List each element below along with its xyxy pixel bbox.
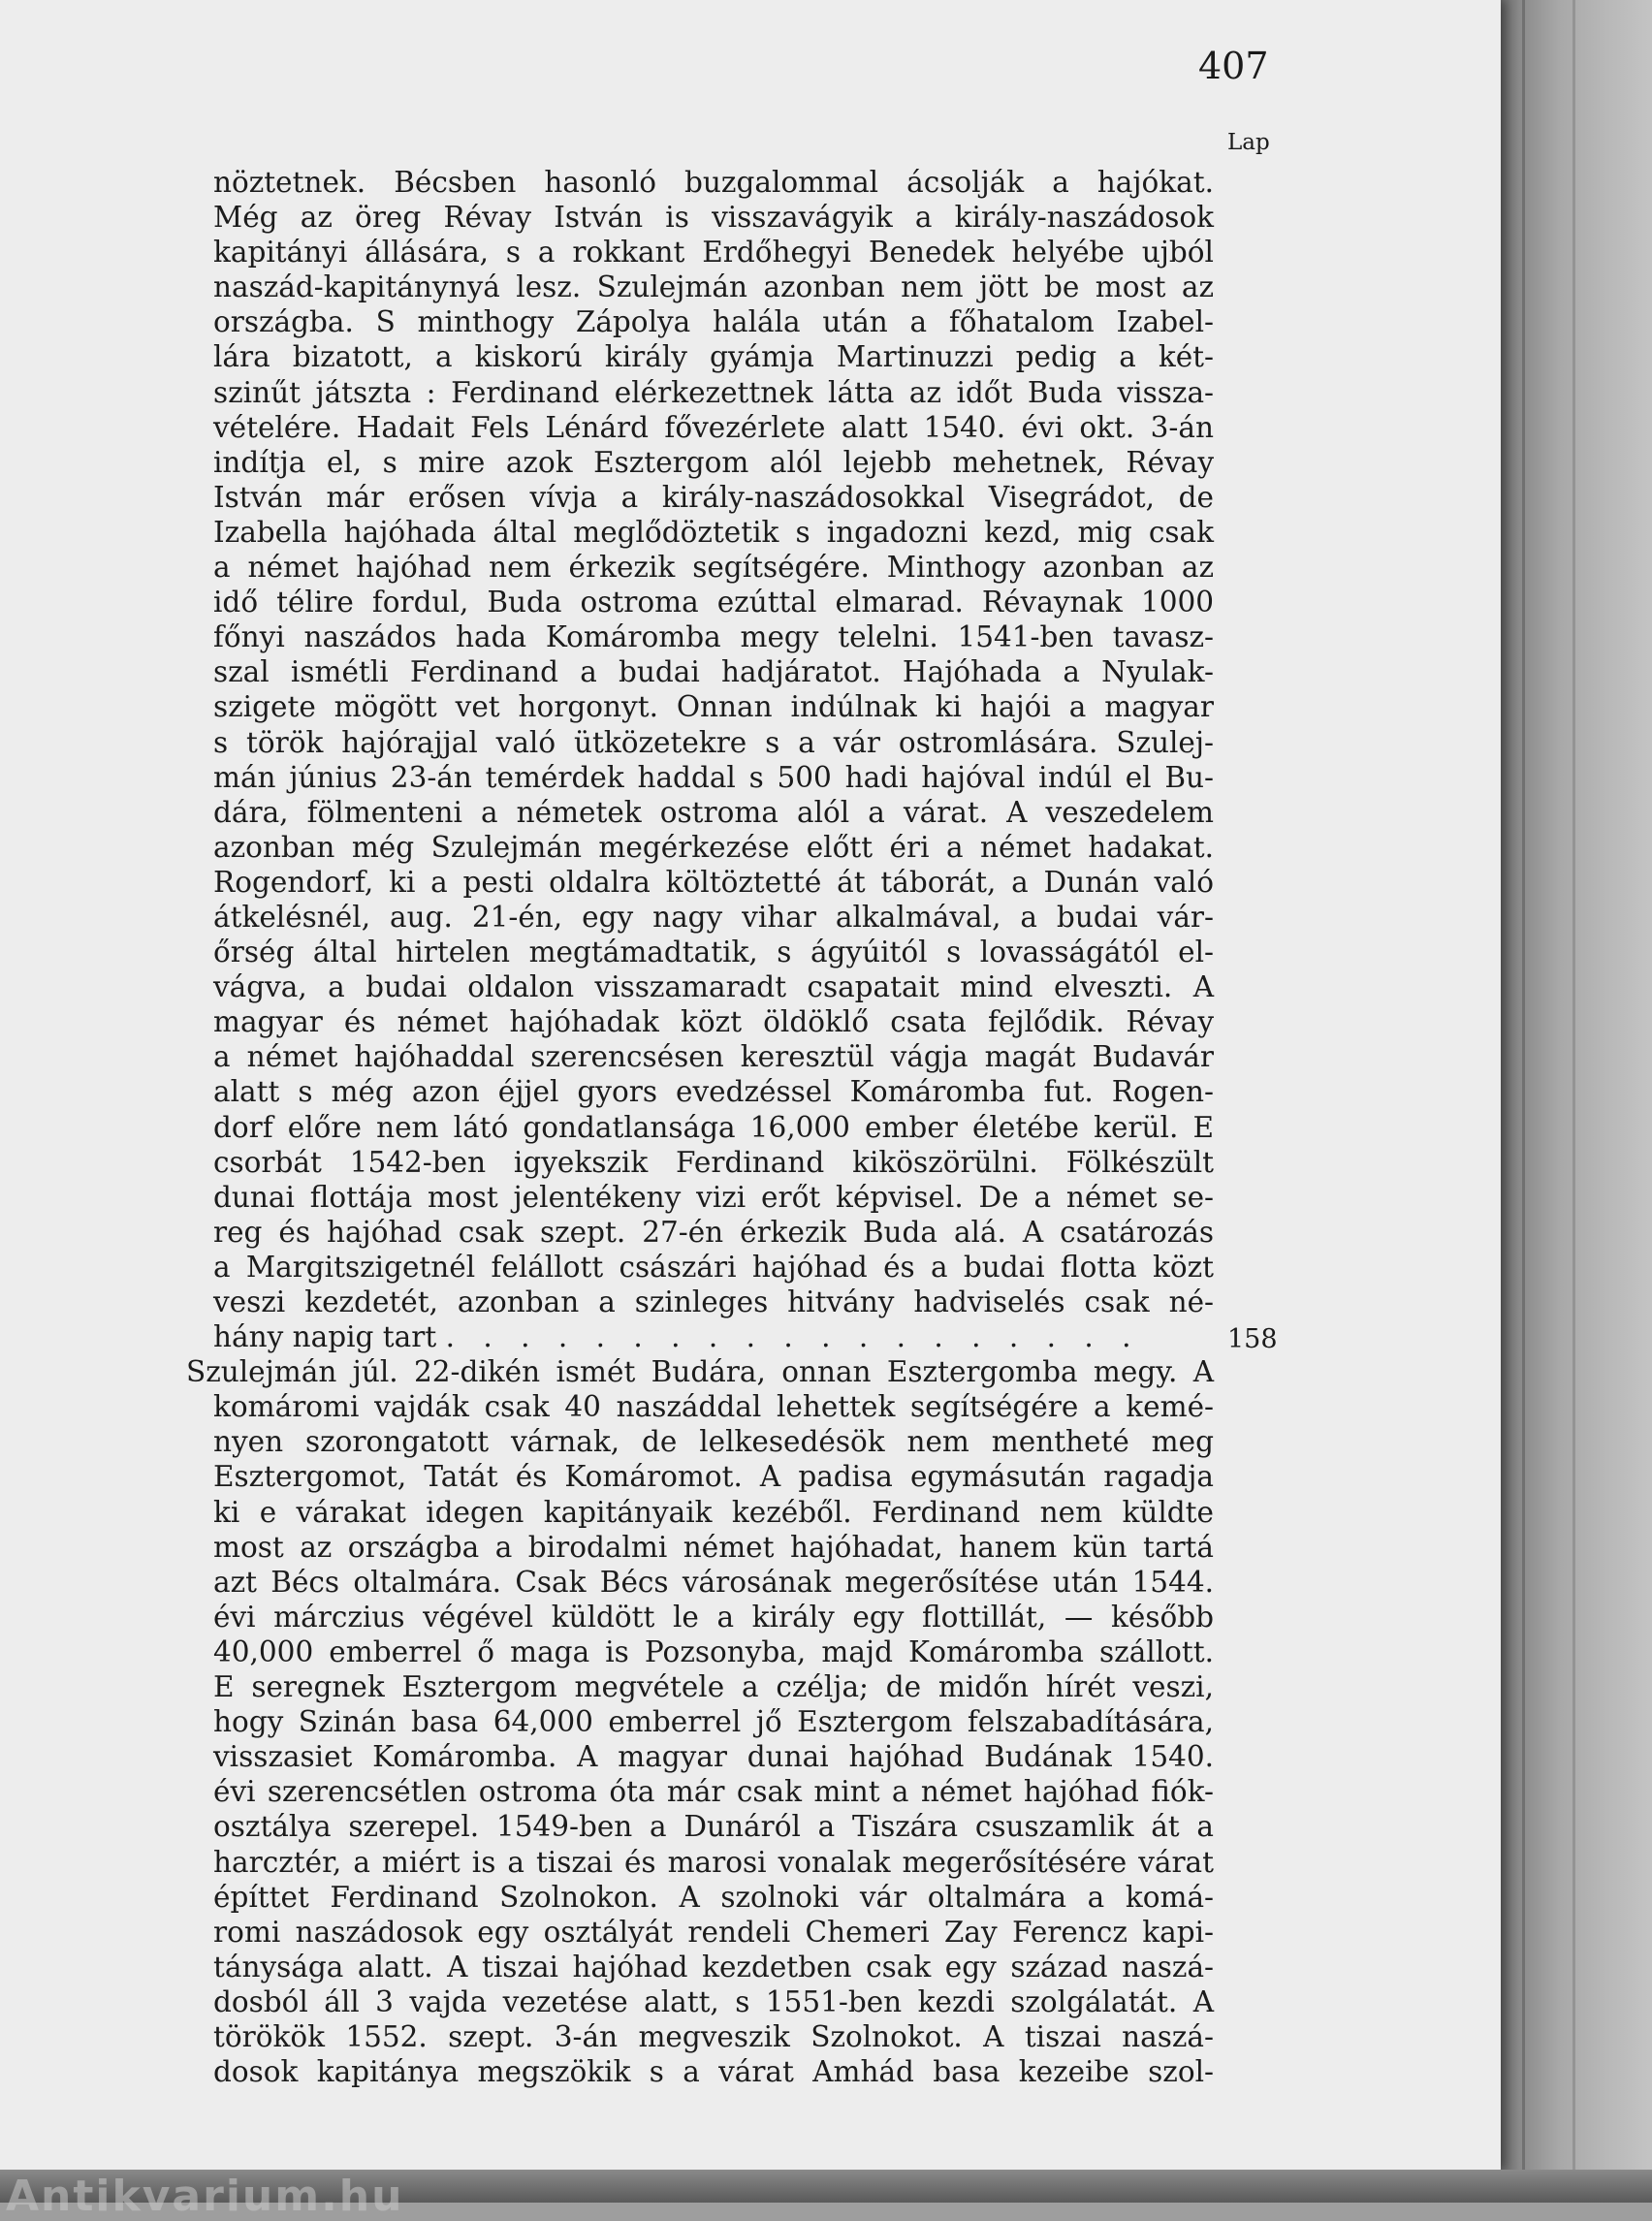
text-line: dorf előre nem látó gondatlansága 16,000 ember életébe kerül. E <box>213 1110 1214 1144</box>
text-line: szal ismétli Ferdinand a budai hadjáratot. Hajóhada a Nyulak- <box>213 655 1214 689</box>
text-line: hány napig tart <box>213 1320 437 1354</box>
text-line: őrség által hirtelen megtámadtatik, s ágyúitól s lovasságától el- <box>213 936 1214 969</box>
text-line: harcztér, a miért is a tiszai és marosi vonalak megerősítésére várat <box>213 1845 1214 1879</box>
text-line: hogy Szinán basa 64,000 emberrel jő Esztergom felszabadítására, <box>213 1705 1214 1739</box>
text-line-with-leader <box>213 1319 1214 1354</box>
body-text <box>186 165 1214 2089</box>
text-line: romi naszádosok egy osztályát rendeli Chemeri Zay Ferencz kapi- <box>213 1915 1214 1949</box>
text-line: E seregnek Esztergom megvétele a czélja; de midőn hírét veszi, <box>213 1670 1214 1704</box>
text-line: indítja el, s mire azok Esztergom alól lejebb mehetnek, Révay <box>213 445 1214 479</box>
page-number: 407 <box>1198 45 1269 87</box>
text-line: dosból áll 3 vajda vezetése alatt, s 1551-ben kezdi szolgálatát. A <box>213 1984 1214 2018</box>
text-line: csorbát 1542-ben igyekszik Ferdinand kiköszörülni. Fölkészült <box>213 1145 1214 1179</box>
text-line: most az országba a birodalmi német hajóhadat, hanem kün tartá <box>213 1530 1214 1564</box>
text-line: veszi kezdetét, azonban a szinleges hitvány hadviselés csak né- <box>213 1285 1214 1318</box>
margin-column-header: Lap <box>1227 130 1270 155</box>
text-line: szinűt játszta : Ferdinand elérkezettnek látta az időt Buda vissza- <box>213 375 1214 409</box>
watermark: Antikvarium.hu <box>6 2172 404 2221</box>
text-line: azt Bécs oltalmára. Csak Bécs városának megerősítése után 1544. <box>213 1565 1214 1599</box>
text-line: mán június 23-án temérdek haddal s 500 hadi hajóval indúl el Bu- <box>213 760 1214 794</box>
text-line: ki e várakat idegen kapitányaik kezéből. Ferdinand nem küldte <box>213 1495 1214 1529</box>
text-line: nyen szorongatott várnak, de lelkesedésök nem mentheté meg <box>213 1425 1214 1459</box>
text-line: Még az öreg Révay István is visszavágyik a király-naszádosok <box>213 201 1214 235</box>
text-line: a Margitszigetnél felállott császári hajóhad és a budai flotta közt <box>213 1250 1214 1284</box>
text-line: évi márczius végével küldött le a király egy flottillát, — később <box>213 1600 1214 1634</box>
text-line: alatt s még azon éjjel gyors evedzéssel Komáromba fut. Rogen- <box>213 1075 1214 1109</box>
text-line: Esztergomot, Tatát és Komáromot. A padisa egymásután ragadja <box>213 1460 1214 1494</box>
text-line: magyar és német hajóhadak közt öldöklő csata fejlődik. Révay <box>213 1005 1214 1039</box>
text-line: vételére. Hadait Fels Lénárd fővezérlete alatt 1540. évi okt. 3-án <box>213 410 1214 444</box>
book-gutter <box>1501 0 1652 2203</box>
text-line: reg és hajóhad csak szept. 27-én érkezik Buda alá. A csatározás <box>213 1215 1214 1249</box>
text-line: tánysága alatt. A tiszai hajóhad kezdetben csak egy század naszá- <box>213 1950 1214 1983</box>
text-line: a német hajóhaddal szerencsésen keresztül vágja magát Budavár <box>213 1040 1214 1074</box>
text-line: idő télire fordul, Buda ostroma ezúttal elmarad. Révaynak 1000 <box>213 586 1214 619</box>
text-line: dunai flottája most jelentékeny vizi erőt képvisel. De a német se- <box>213 1180 1214 1214</box>
gutter-edge <box>1522 0 1525 2203</box>
text-line: visszasiet Komáromba. A magyar dunai hajóhad Budának 1540. <box>213 1740 1214 1774</box>
text-line: azonban még Szulejmán megérkezése előtt éri a német hadakat. <box>213 830 1214 864</box>
text-line: kapitányi állására, s a rokkant Erdőhegyi Benedek helyébe ujból <box>213 236 1214 270</box>
text-line: főnyi naszádos hada Komáromba megy telelni. 1541-ben tavasz- <box>213 620 1214 654</box>
text-line: komáromi vajdák csak 40 naszáddal lehettek segítségére a kemé- <box>213 1390 1214 1424</box>
text-line: lára bizatott, a kiskorú király gyámja Martinuzzi pedig a két- <box>213 340 1214 374</box>
text-line: naszád-kapitánynyá lesz. Szulejmán azonban nem jött be most az <box>213 270 1214 304</box>
gutter-edge <box>1573 0 1575 2203</box>
text-line: dára, fölmenteni a németek ostroma alól a várat. A veszedelem <box>213 795 1214 829</box>
text-line: a német hajóhad nem érkezik segítségére. Minthogy azonban az <box>213 551 1214 585</box>
text-line: vágva, a budai oldalon visszamaradt csapatait mind elveszti. A <box>213 970 1214 1004</box>
text-line: Szulejmán júl. 22-dikén ismét Budára, onnan Esztergomba megy. A <box>186 1355 1214 1389</box>
margin-page-reference: 158 <box>1227 1324 1278 1354</box>
text-line: törökök 1552. szept. 3-án megveszik Szolnokot. A tiszai naszá- <box>213 2019 1214 2053</box>
text-line: nöztetnek. Bécsben hasonló buzgalommal ácsolják a hajókat. <box>213 166 1214 199</box>
text-line: évi szerencsétlen ostroma óta már csak mint a német hajóhad fiók- <box>213 1775 1214 1809</box>
text-line: s török hajórajjal való ütközetekre s a vár ostromlására. Szulej- <box>213 725 1214 759</box>
leader-dots: . . . . . . . . . . . . . . . . . . . <box>445 1320 1141 1354</box>
text-line: István már erősen vívja a király-naszádosokkal Visegrádot, de <box>213 480 1214 514</box>
text-line: dosok kapitánya megszökik s a várat Amhád basa kezeibe szol- <box>213 2055 1214 2089</box>
text-line: osztálya szerepel. 1549-ben a Dunáról a Tiszára csuszamlik át a <box>213 1810 1214 1844</box>
text-line: 40,000 emberrel ő maga is Pozsonyba, majd Komáromba szállott. <box>213 1634 1214 1668</box>
text-line: átkelésnél, aug. 21-én, egy nagy vihar alkalmával, a budai vár- <box>213 900 1214 934</box>
text-line: Izabella hajóhada által meglődöztetik s ingadozni kezd, mig csak <box>213 515 1214 549</box>
text-line: Rogendorf, ki a pesti oldalra költöztetté át táborát, a Dunán való <box>213 865 1214 899</box>
text-line: országba. S minthogy Zápolya halála után a főhatalom Izabel- <box>213 305 1214 339</box>
text-line: szigete mögött vet horgonyt. Onnan indúlnak ki hajói a magyar <box>213 690 1214 724</box>
text-line: építtet Ferdinand Szolnokon. A szolnoki vár oltalmára a komá- <box>213 1880 1214 1914</box>
